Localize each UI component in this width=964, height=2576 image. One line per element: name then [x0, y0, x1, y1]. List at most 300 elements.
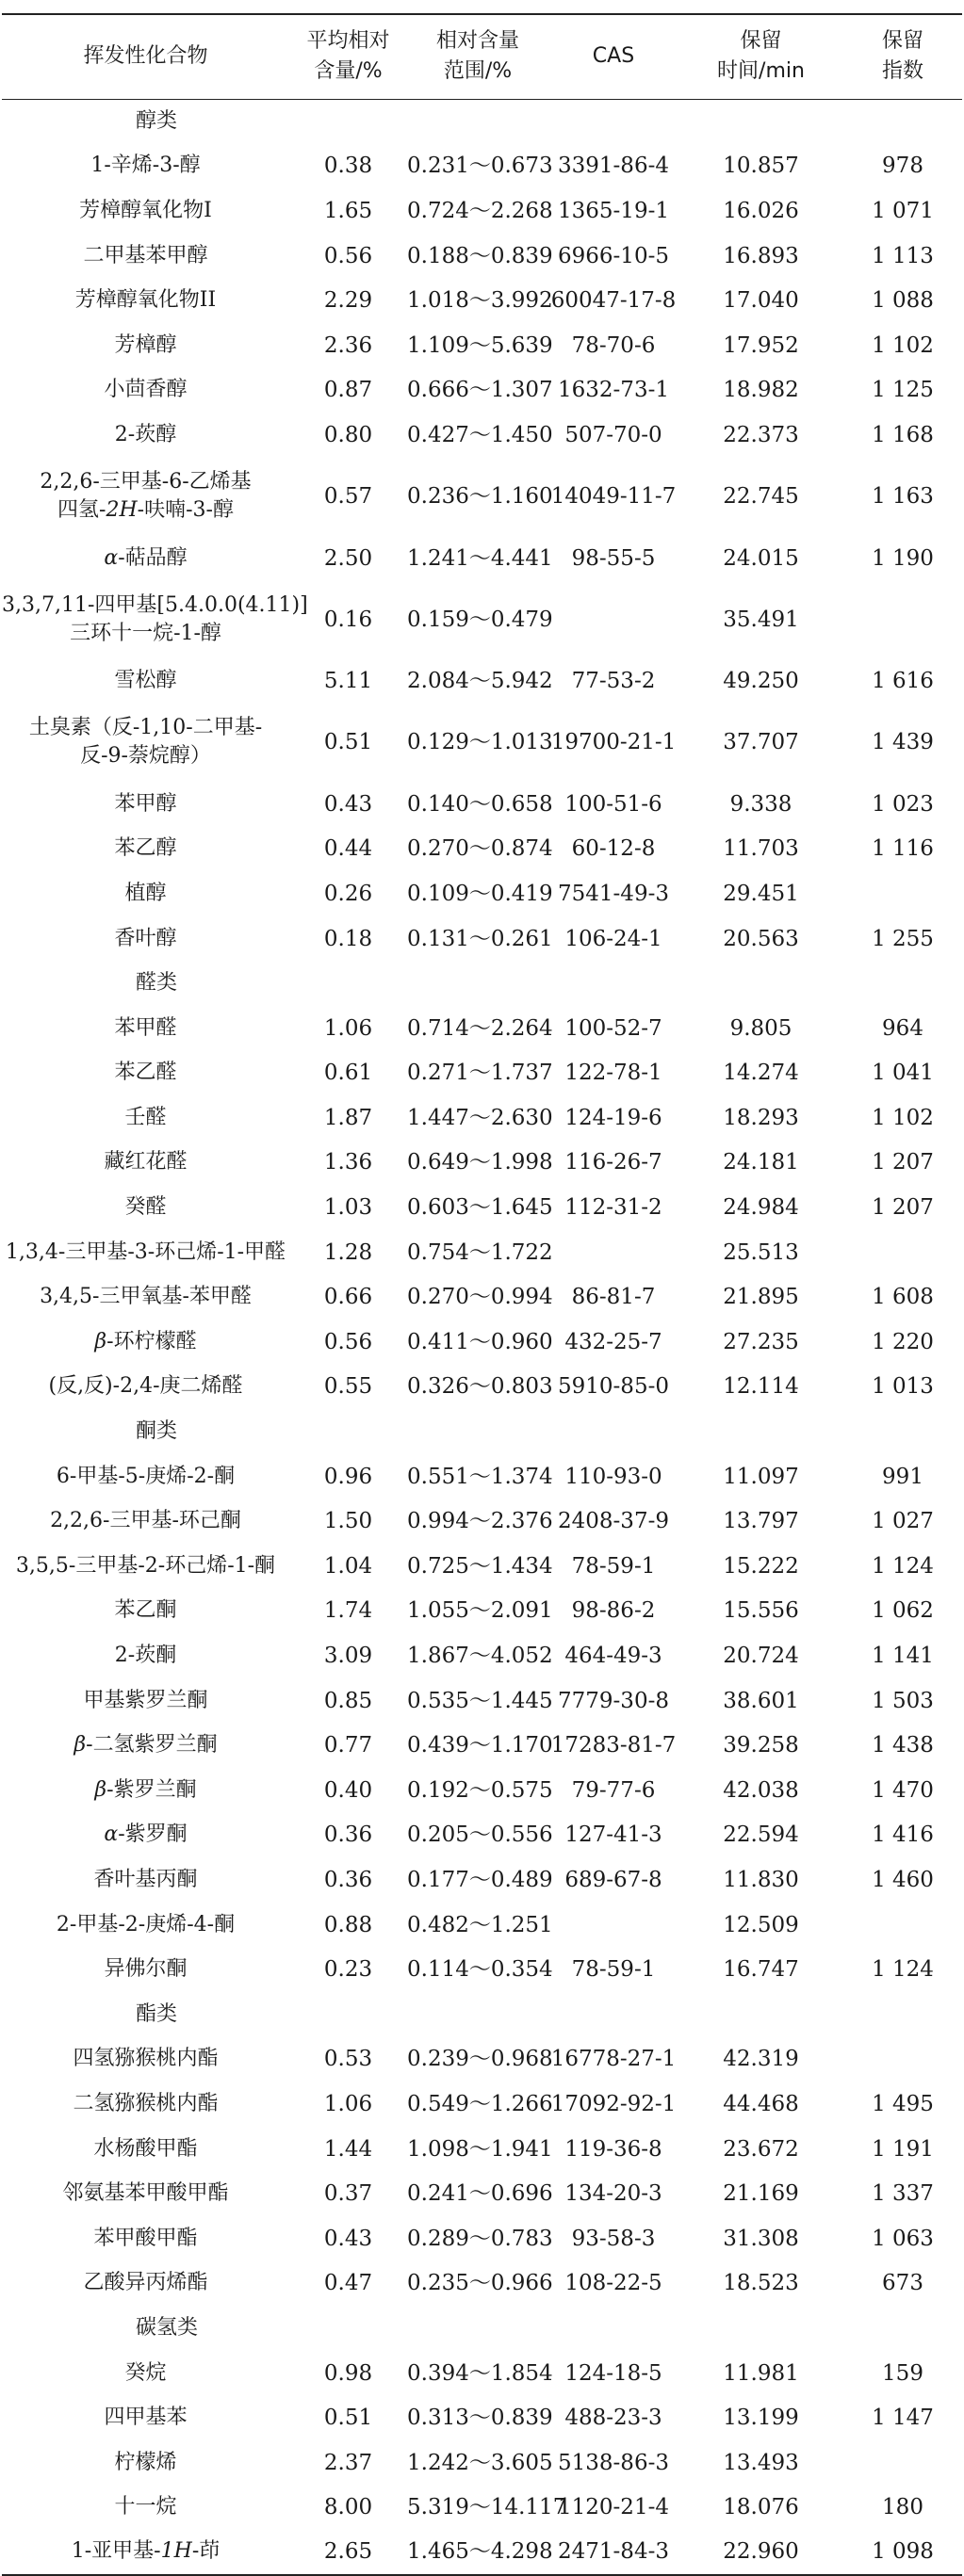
content-range-cell: 0.235～0.966 [407, 2271, 553, 2296]
retention-index-cell: 1 168 [872, 422, 934, 447]
table-row [2, 2440, 962, 2486]
retention-time-cell: 22.960 [678, 2530, 843, 2575]
compound-name-cell [2, 323, 289, 368]
table-row [2, 1006, 962, 1051]
table-row [2, 2530, 962, 2575]
compound-name-cell [2, 2440, 289, 2486]
avg-content-cell: 0.87 [323, 378, 373, 403]
retention-time-cell: 29.451 [723, 881, 799, 906]
retention-index-cell: 1 337 [872, 2181, 934, 2207]
retention-index-cell [843, 580, 962, 658]
cas-cell: 14049-11-7 [550, 484, 677, 510]
compound-name-line: 芳樟醇 [114, 332, 177, 357]
cas-cell: 17092-92-1 [550, 2091, 677, 2116]
compound-name-cell [2, 1051, 289, 1096]
header-line: 含量/% [314, 59, 383, 84]
avg-content-cell: 8.00 [323, 2495, 373, 2520]
compound-name-cell [2, 2530, 289, 2575]
avg-content-cell: 1.06 [323, 1015, 373, 1041]
content-range-cell: 0.109～0.419 [407, 881, 553, 906]
retention-index-cell: 1 013 [872, 1374, 934, 1400]
cas-cell: 93-58-3 [571, 2226, 656, 2251]
compound-name-cell [2, 1589, 289, 1634]
compound-name-cell [2, 368, 289, 413]
header-line: 平均相对 [306, 29, 390, 54]
retention-time-cell: 13.493 [723, 2450, 799, 2475]
retention-index-cell: 1 616 [872, 669, 934, 694]
cas-cell: 124-18-5 [564, 2360, 662, 2386]
retention-index-cell: 1 041 [872, 1061, 934, 1086]
avg-content-cell: 0.66 [323, 1285, 373, 1310]
compound-name-cell [2, 2082, 289, 2127]
retention-time-cell: 27.235 [723, 1329, 799, 1354]
content-range-cell: 1.242～3.605 [407, 2450, 553, 2475]
compound-name-line: 雪松醇 [114, 669, 177, 693]
cas-cell: 78-59-1 [571, 1553, 656, 1579]
compound-name-cell [2, 188, 289, 234]
retention-time-cell: 20.563 [723, 926, 799, 951]
compound-name-cell [2, 2261, 289, 2307]
compound-name-line: 十一烷 [114, 2495, 177, 2519]
avg-content-cell: 0.56 [323, 1329, 373, 1354]
compound-name-cell [2, 1903, 289, 1948]
retention-index-cell: 1 220 [872, 1329, 934, 1354]
retention-time-cell: 49.250 [723, 669, 799, 694]
retention-time-cell: 12.509 [723, 1912, 799, 1937]
cas-cell: 116-26-7 [564, 1150, 662, 1175]
avg-content-cell: 0.40 [323, 1777, 373, 1803]
content-range-cell: 2.084～5.942 [407, 669, 553, 694]
retention-time-cell: 17.952 [723, 332, 799, 358]
retention-index-cell: 1 124 [872, 1553, 934, 1579]
cas-cell: 488-23-3 [564, 2406, 662, 2431]
retention-time-cell: 21.169 [723, 2181, 799, 2207]
content-range-cell: 5.319～14.117 [407, 2495, 567, 2520]
retention-index-cell: 1 124 [872, 1957, 934, 1983]
table-row [2, 1903, 962, 1948]
content-range-cell: 0.114～0.354 [407, 1957, 553, 1983]
compound-name-line: 四氢猕猴桃内酯 [73, 2047, 219, 2071]
avg-content-cell: 0.96 [323, 1464, 373, 1489]
retention-time-cell: 15.556 [723, 1598, 799, 1624]
retention-index-cell: 1 191 [872, 2136, 934, 2162]
content-range-cell: 0.289～0.783 [407, 2226, 553, 2251]
retention-time-cell: 20.724 [723, 1644, 799, 1669]
cas-cell: 432-25-7 [564, 1329, 662, 1354]
retention-time-cell: 18.523 [723, 2271, 799, 2296]
retention-index-cell: 1 460 [872, 1867, 934, 1892]
table-row [2, 1185, 962, 1230]
retention-time-cell: 42.319 [723, 2047, 799, 2072]
compound-name-line: 2,2,6-三甲基-6-乙烯基 [40, 470, 252, 494]
table-row [2, 1454, 962, 1499]
table-row [2, 2395, 962, 2440]
avg-content-cell: 1.65 [323, 198, 373, 223]
avg-content-cell: 1.50 [323, 1509, 373, 1534]
table-row [2, 871, 962, 916]
compound-name-line: 苯甲酸甲酯 [93, 2226, 198, 2250]
cas-cell: 17283-81-7 [550, 1733, 677, 1758]
compound-name-line: 2-莰酮 [114, 1644, 177, 1668]
retention-index-cell [843, 1230, 962, 1275]
content-range-cell: 0.159～0.479 [407, 607, 553, 632]
retention-time-cell: 11.703 [723, 836, 799, 862]
cas-cell: 3391-86-4 [558, 154, 669, 179]
retention-time-cell: 11.830 [723, 1867, 799, 1892]
content-range-cell: 0.313～0.839 [407, 2406, 553, 2431]
compound-name-line: 植醇 [124, 881, 167, 905]
category-label: 醇类 [136, 109, 178, 134]
table-row [2, 1051, 962, 1096]
content-range-cell: 0.551～1.374 [407, 1464, 553, 1489]
retention-time-cell: 13.199 [723, 2406, 799, 2431]
compound-name-cell [2, 1454, 289, 1499]
table-row [2, 458, 962, 536]
cas-cell [548, 1903, 678, 1948]
content-range-cell: 0.129～1.013 [407, 730, 553, 755]
compound-name-line: 水杨酸甲酯 [93, 2136, 198, 2161]
content-range-cell: 0.649～1.998 [407, 1150, 553, 1175]
compound-name-line: 癸醛 [124, 1195, 167, 1220]
table-row [2, 2351, 962, 2396]
retention-time-cell: 16.893 [723, 243, 799, 268]
retention-index-cell: 1 088 [872, 288, 934, 314]
avg-content-cell: 0.57 [323, 484, 373, 510]
table-row [2, 1230, 962, 1275]
content-range-cell: 0.192～0.575 [407, 1777, 553, 1803]
retention-time-cell: 22.745 [723, 484, 799, 510]
cas-cell: 5138-86-3 [558, 2450, 669, 2475]
retention-index-cell: 964 [882, 1015, 923, 1041]
content-range-cell: 0.549～1.266 [407, 2091, 553, 2116]
avg-content-cell: 1.28 [323, 1239, 373, 1265]
compound-name-line: 二氢猕猴桃内酯 [73, 2091, 219, 2115]
cas-cell: 60047-17-8 [550, 288, 677, 314]
retention-time-cell: 18.293 [723, 1105, 799, 1130]
retention-index-cell: 1 102 [872, 332, 934, 358]
compound-name-line: 芳樟醇氧化物I [79, 198, 212, 222]
retention-time-cell: 24.181 [723, 1150, 799, 1175]
table-row [2, 2127, 962, 2172]
compound-name-cell [2, 1678, 289, 1724]
cas-cell: 1632-73-1 [558, 378, 669, 403]
content-range-cell: 1.098～1.941 [407, 2136, 553, 2162]
table-row [2, 1365, 962, 1410]
cas-cell: 122-78-1 [564, 1061, 662, 1086]
avg-content-cell: 0.23 [323, 1957, 373, 1983]
content-range-cell: 0.270～0.874 [407, 836, 553, 862]
category-row [2, 961, 962, 1006]
cas-cell: 7779-30-8 [558, 1688, 669, 1713]
cas-cell: 100-52-7 [564, 1015, 662, 1041]
retention-index-cell: 1 125 [872, 378, 934, 403]
table-row [2, 1274, 962, 1320]
retention-index-cell: 1 503 [872, 1688, 934, 1713]
cas-cell: 100-51-6 [564, 791, 662, 817]
retention-time-cell: 25.513 [723, 1239, 799, 1265]
compound-name-cell [2, 2127, 289, 2172]
compound-name-line: 1-辛烯-3-醇 [90, 154, 201, 178]
avg-content-cell: 0.37 [323, 2181, 373, 2207]
compound-name-line: 2-甲基-2-庚烯-4-酮 [56, 1912, 236, 1936]
table-row [2, 580, 962, 658]
retention-time-cell: 24.984 [723, 1195, 799, 1221]
retention-index-cell: 1 102 [872, 1105, 934, 1130]
cas-cell: 19700-21-1 [550, 730, 677, 755]
avg-content-cell: 0.51 [323, 2406, 373, 2431]
content-range-cell: 0.994～2.376 [407, 1509, 553, 1534]
avg-content-cell: 1.03 [323, 1195, 373, 1221]
category-label: 醛类 [136, 971, 178, 996]
retention-time-cell: 13.797 [723, 1509, 799, 1534]
table-row [2, 658, 962, 704]
compound-name-line: 壬醛 [124, 1105, 167, 1129]
table-row [2, 1589, 962, 1634]
cas-cell: 134-20-3 [564, 2181, 662, 2207]
retention-index-cell [843, 2037, 962, 2082]
retention-index-cell: 1 608 [872, 1285, 934, 1310]
retention-index-cell: 159 [882, 2360, 923, 2386]
retention-index-cell: 1 163 [872, 484, 934, 510]
retention-index-cell: 1 116 [872, 836, 934, 862]
retention-index-cell: 1 255 [872, 926, 934, 951]
cas-cell: 78-59-1 [571, 1957, 656, 1983]
avg-content-cell: 2.37 [323, 2450, 373, 2475]
cas-cell: 1365-19-1 [558, 198, 669, 223]
compound-name-cell [2, 1499, 289, 1544]
retention-time-cell: 42.038 [723, 1777, 799, 1803]
compound-name-line: (反,反)-2,4-庚二烯醛 [48, 1374, 243, 1399]
table-row [2, 2171, 962, 2216]
compound-name-line: 藏红花醛 [104, 1150, 188, 1175]
table-row [2, 278, 962, 323]
compound-name-line: 二甲基苯甲醇 [83, 243, 208, 267]
table-header [2, 14, 962, 99]
category-label: 酮类 [136, 1419, 178, 1444]
category-label: 碳氢类 [136, 2315, 199, 2340]
compound-name-line: 1,3,4-三甲基-3-环己烯-1-甲醛 [5, 1239, 286, 1264]
content-range-cell: 1.447～2.630 [407, 1105, 553, 1130]
compound-name-cell [2, 1141, 289, 1186]
content-range-cell: 0.603～1.645 [407, 1195, 553, 1221]
compound-name-cell [2, 234, 289, 279]
avg-content-cell: 0.80 [323, 422, 373, 447]
avg-content-cell: 0.43 [323, 791, 373, 817]
compound-name-cell [2, 2351, 289, 2396]
retention-index-cell: 1 141 [872, 1644, 934, 1669]
retention-time-cell: 24.015 [723, 545, 799, 571]
content-range-cell: 0.231～0.673 [407, 154, 553, 179]
retention-time-cell: 9.338 [729, 791, 792, 817]
cas-cell: 507-70-0 [564, 422, 662, 447]
compound-name-line: 苯乙醛 [114, 1061, 177, 1085]
retention-index-cell: 1 113 [872, 243, 934, 268]
header-retention-index [843, 14, 962, 99]
retention-time-cell: 39.258 [723, 1733, 799, 1758]
compound-name-cell [2, 1095, 289, 1141]
header-content-range [407, 14, 548, 99]
retention-index-cell: 1 439 [872, 730, 934, 755]
retention-time-cell: 35.491 [723, 607, 799, 632]
avg-content-cell: 0.56 [323, 243, 373, 268]
content-range-cell: 0.241～0.696 [407, 2181, 553, 2207]
header-line: 保留 [740, 29, 782, 54]
cas-cell [548, 1230, 678, 1275]
avg-content-cell: 0.36 [323, 1867, 373, 1892]
compound-name-line: α-萜品醇 [104, 545, 188, 570]
table-row [2, 2037, 962, 2082]
table-row [2, 413, 962, 458]
category-row [2, 2306, 962, 2351]
table-row [2, 1768, 962, 1813]
retention-time-cell: 23.672 [723, 2136, 799, 2162]
avg-content-cell: 2.65 [289, 2530, 407, 2575]
retention-time-cell: 12.114 [723, 1374, 799, 1400]
retention-index-cell [843, 871, 962, 916]
retention-time-cell: 31.308 [723, 2226, 799, 2251]
header-avg-content [289, 14, 407, 99]
compound-name-cell [2, 1365, 289, 1410]
header-retention-time [678, 14, 843, 99]
retention-index-cell: 1 207 [872, 1195, 934, 1221]
retention-index-cell: 1 071 [872, 198, 934, 223]
table-row [2, 368, 962, 413]
retention-index-cell [843, 2440, 962, 2486]
retention-time-cell: 38.601 [723, 1688, 799, 1713]
table-row [2, 1544, 962, 1589]
avg-content-cell: 0.47 [323, 2271, 373, 2296]
compound-name-line: α-紫罗酮 [104, 1823, 188, 1847]
retention-index-cell: 1 190 [872, 545, 934, 571]
content-range-cell: 0.205～0.556 [407, 1823, 553, 1848]
cas-cell: 78-70-6 [571, 332, 656, 358]
compound-name-line: 小茴香醇 [104, 378, 188, 402]
cas-cell: 127-41-3 [564, 1823, 662, 1848]
header-cas [548, 14, 678, 99]
content-range-cell: 0.239～0.968 [407, 2047, 553, 2072]
header-compound [2, 14, 289, 99]
retention-time-cell: 16.026 [723, 198, 799, 223]
retention-time-cell: 18.076 [723, 2495, 799, 2520]
cas-cell: 16778-27-1 [550, 2047, 677, 2072]
retention-time-cell: 15.222 [723, 1553, 799, 1579]
compound-name-cell [2, 1320, 289, 1365]
retention-time-cell: 14.274 [723, 1061, 799, 1086]
header-line: 相对含量 [435, 29, 519, 54]
compound-name-cell [2, 1544, 289, 1589]
compound-name-line: 四甲基苯 [104, 2406, 188, 2430]
compound-name-line: 土臭素（反-1,10-二甲基- [28, 716, 263, 740]
avg-content-cell: 1.87 [323, 1105, 373, 1130]
retention-index-cell: 1 062 [872, 1598, 934, 1624]
compound-name-cell [2, 1633, 289, 1678]
content-range-cell: 0.140～0.658 [407, 791, 553, 817]
content-range-cell: 0.427～1.450 [407, 422, 553, 447]
retention-index-cell: 1 495 [872, 2091, 934, 2116]
category-row [2, 1409, 962, 1454]
compound-name-line: 乙酸异丙烯酯 [83, 2271, 208, 2295]
table-row [2, 1633, 962, 1678]
retention-index-cell: 1 063 [872, 2226, 934, 2251]
compound-name-line: 香叶基丙酮 [93, 1867, 198, 1891]
compound-name-cell [2, 413, 289, 458]
compound-name-cell [2, 1947, 289, 1992]
header-line: 挥发性化合物 [83, 44, 208, 69]
compound-name-line: 邻氨基苯甲酸甲酯 [62, 2181, 229, 2206]
avg-content-cell: 1.04 [323, 1553, 373, 1579]
avg-content-cell: 0.26 [323, 881, 373, 906]
compound-name-line: 四氢-2H-呋喃-3-醇 [57, 498, 234, 523]
avg-content-cell: 2.29 [323, 288, 373, 314]
cas-cell: 77-53-2 [571, 669, 656, 694]
retention-time-cell: 11.097 [723, 1464, 799, 1489]
cas-cell: 98-86-2 [571, 1598, 656, 1624]
avg-content-cell: 0.36 [323, 1823, 373, 1848]
table-row [2, 1141, 962, 1186]
compound-name-line: 3,5,5-三甲基-2-环己烯-1-酮 [15, 1553, 276, 1578]
compound-name-cell [2, 2395, 289, 2440]
content-range-cell: 0.482～1.251 [407, 1912, 553, 1937]
table-row [2, 1095, 962, 1141]
cas-cell: 79-77-6 [571, 1777, 656, 1803]
content-range-cell: 1.867～4.052 [407, 1644, 553, 1669]
retention-time-cell: 11.981 [723, 2360, 799, 2386]
header-line: 保留 [881, 29, 923, 54]
cas-cell: 124-19-6 [564, 1105, 662, 1130]
retention-index-cell: 1 098 [843, 2530, 962, 2575]
cas-cell: 2408-37-9 [558, 1509, 669, 1534]
compound-name-line: 2-莰醇 [114, 422, 177, 446]
compound-name-line: 甲基紫罗兰酮 [83, 1688, 208, 1712]
avg-content-cell: 3.09 [323, 1644, 373, 1669]
compound-name-cell [2, 916, 289, 962]
header-line: CAS [592, 44, 635, 69]
retention-time-cell: 16.747 [723, 1957, 799, 1983]
content-range-cell: 0.754～1.722 [407, 1239, 553, 1265]
cas-cell: 119-36-8 [564, 2136, 662, 2162]
table-row [2, 188, 962, 234]
compound-name-line: 苯乙醇 [114, 836, 177, 861]
content-range-cell: 0.271～1.737 [407, 1061, 553, 1086]
compound-name-cell [2, 2037, 289, 2082]
content-range-cell: 0.131～0.261 [407, 926, 553, 951]
cas-cell: 2471-84-3 [548, 2530, 678, 2575]
compound-name-line: 香叶醇 [114, 926, 177, 950]
compound-name-cell [2, 1274, 289, 1320]
avg-content-cell: 0.18 [323, 926, 373, 951]
cas-cell: 60-12-8 [571, 836, 656, 862]
content-range-cell: 0.714～2.264 [407, 1015, 553, 1041]
content-range-cell: 1.018～3.992 [407, 288, 553, 314]
compound-name-line: 苯乙酮 [114, 1598, 177, 1623]
retention-index-cell: 1 470 [872, 1777, 934, 1803]
table-row [2, 2082, 962, 2127]
compound-name-line: 癸烷 [124, 2360, 167, 2385]
retention-time-cell: 44.468 [723, 2091, 799, 2116]
cas-cell: 689-67-8 [564, 1867, 662, 1892]
avg-content-cell: 0.38 [323, 154, 373, 179]
table-row [2, 1678, 962, 1724]
compound-name-line: 1-亚甲基-1H-茚 [71, 2539, 221, 2564]
cas-cell: 112-31-2 [564, 1195, 662, 1221]
compound-name-cell [2, 658, 289, 704]
table-row [2, 827, 962, 872]
avg-content-cell: 2.50 [323, 545, 373, 571]
avg-content-cell: 0.43 [323, 2226, 373, 2251]
content-range-cell: 0.724～2.268 [407, 198, 553, 223]
retention-index-cell: 1 207 [872, 1150, 934, 1175]
table-row [2, 1813, 962, 1858]
